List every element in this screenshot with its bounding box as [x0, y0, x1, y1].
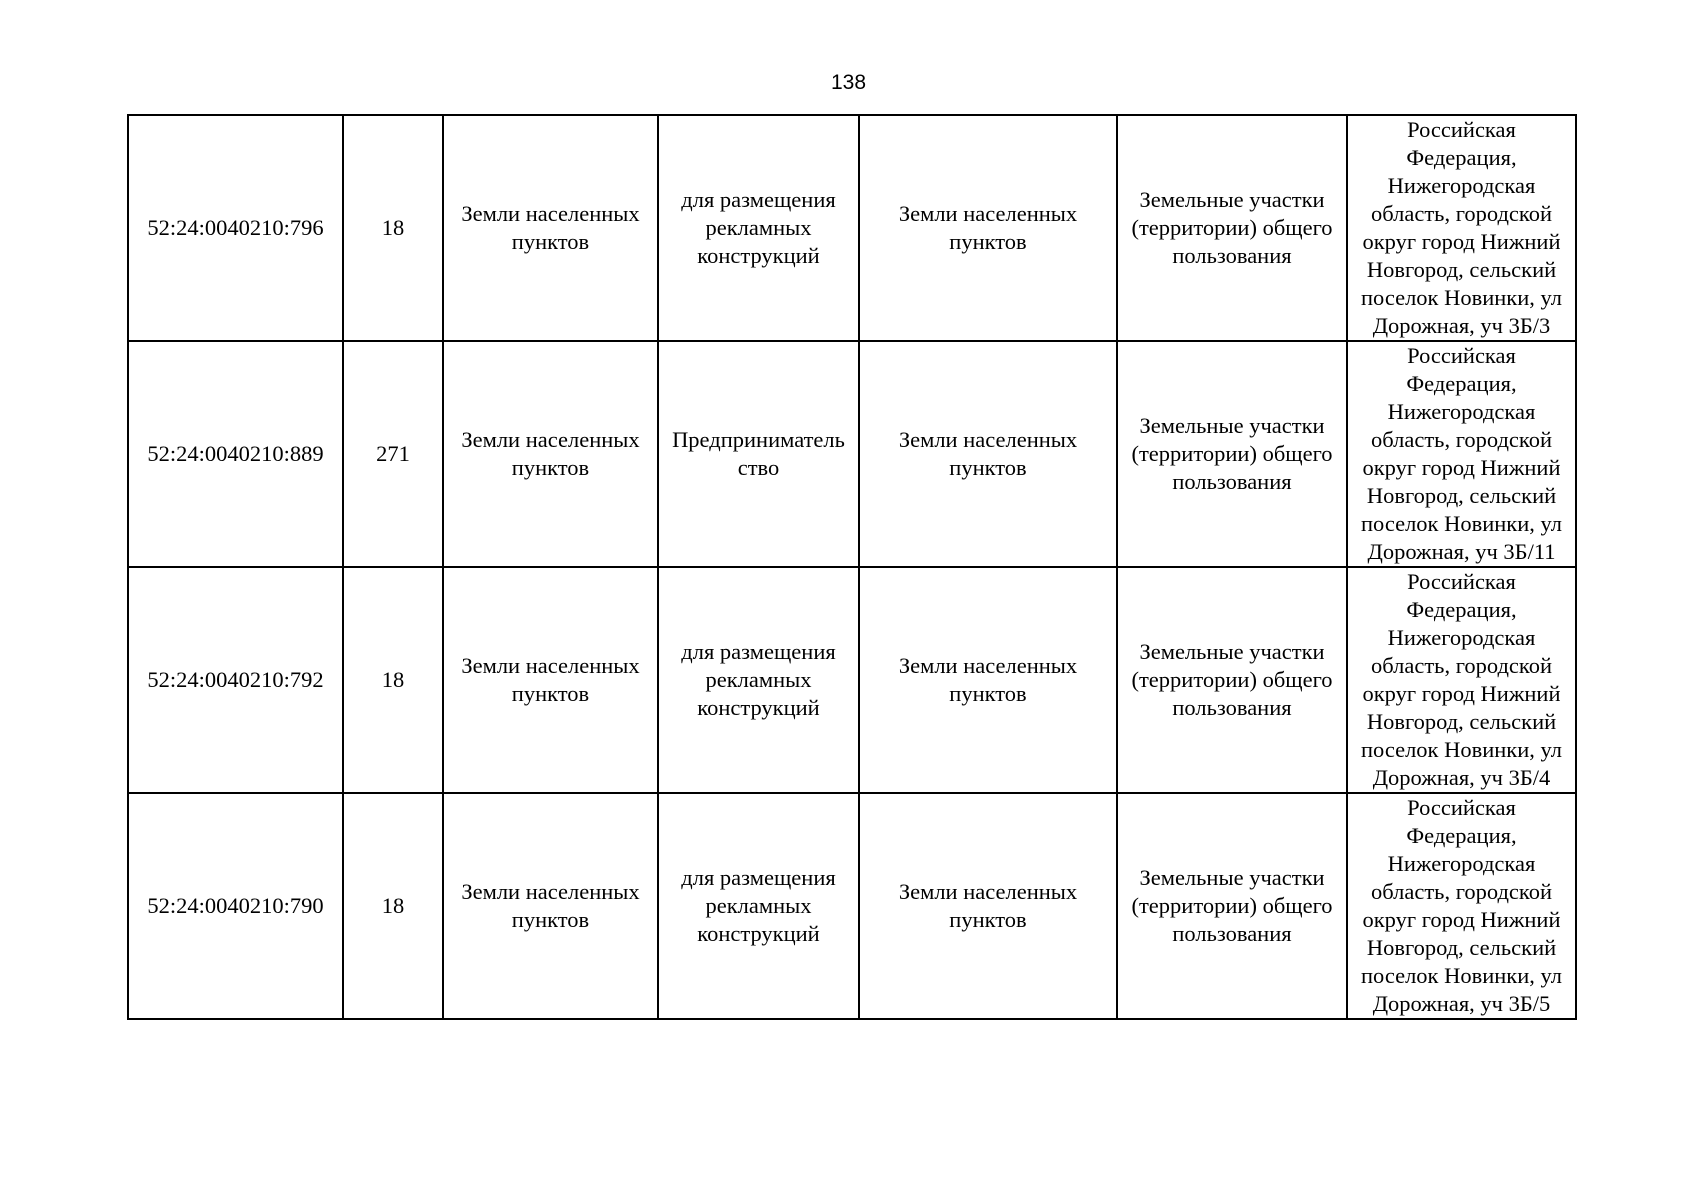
permitted-use-cell: для размещения рекламных конструкций [658, 793, 859, 1019]
cadastral-number-cell: 52:24:0040210:792 [128, 567, 343, 793]
land-plots-table [127, 114, 1577, 1020]
land-category-cell: Земли населенных пунктов [443, 567, 658, 793]
table-row [128, 115, 1576, 341]
zone-category-cell: Земли населенных пунктов [859, 341, 1117, 567]
permitted-use-cell: для размещения рекламных конструкций [658, 567, 859, 793]
cadastral-number-cell: 52:24:0040210:790 [128, 793, 343, 1019]
area-cell: 18 [343, 567, 443, 793]
area-cell: 271 [343, 341, 443, 567]
zone-type-cell: Земельные участки (территории) общего пользования [1117, 793, 1347, 1019]
cadastral-number-cell: 52:24:0040210:796 [128, 115, 343, 341]
address-cell: Российская Федерация, Нижегородская область, городской округ город Нижний Новгород, сельский поселок Новинки, ул Дорожная, уч 3Б/3 [1347, 115, 1576, 341]
table-row [128, 567, 1576, 793]
permitted-use-cell: Предприниматель ство [658, 341, 859, 567]
zone-category-cell: Земли населенных пунктов [859, 793, 1117, 1019]
area-cell: 18 [343, 115, 443, 341]
zone-type-cell: Земельные участки (территории) общего пользования [1117, 341, 1347, 567]
table-row [128, 793, 1576, 1019]
cadastral-number-cell: 52:24:0040210:889 [128, 341, 343, 567]
address-cell: Российская Федерация, Нижегородская область, городской округ город Нижний Новгород, сельский поселок Новинки, ул Дорожная, уч 3Б/11 [1347, 341, 1576, 567]
table-row [128, 341, 1576, 567]
address-cell: Российская Федерация, Нижегородская область, городской округ город Нижний Новгород, сельский поселок Новинки, ул Дорожная, уч 3Б/4 [1347, 567, 1576, 793]
page-number: 138 [830, 71, 867, 94]
zone-category-cell: Земли населенных пунктов [859, 115, 1117, 341]
permitted-use-cell: для размещения рекламных конструкций [658, 115, 859, 341]
address-cell: Российская Федерация, Нижегородская область, городской округ город Нижний Новгород, сельский поселок Новинки, ул Дорожная, уч 3Б/5 [1347, 793, 1576, 1019]
land-category-cell: Земли населенных пунктов [443, 793, 658, 1019]
zone-type-cell: Земельные участки (территории) общего пользования [1117, 567, 1347, 793]
zone-type-cell: Земельные участки (территории) общего пользования [1117, 115, 1347, 341]
land-category-cell: Земли населенных пунктов [443, 341, 658, 567]
area-cell: 18 [343, 793, 443, 1019]
zone-category-cell: Земли населенных пунктов [859, 567, 1117, 793]
land-category-cell: Земли населенных пунктов [443, 115, 658, 341]
